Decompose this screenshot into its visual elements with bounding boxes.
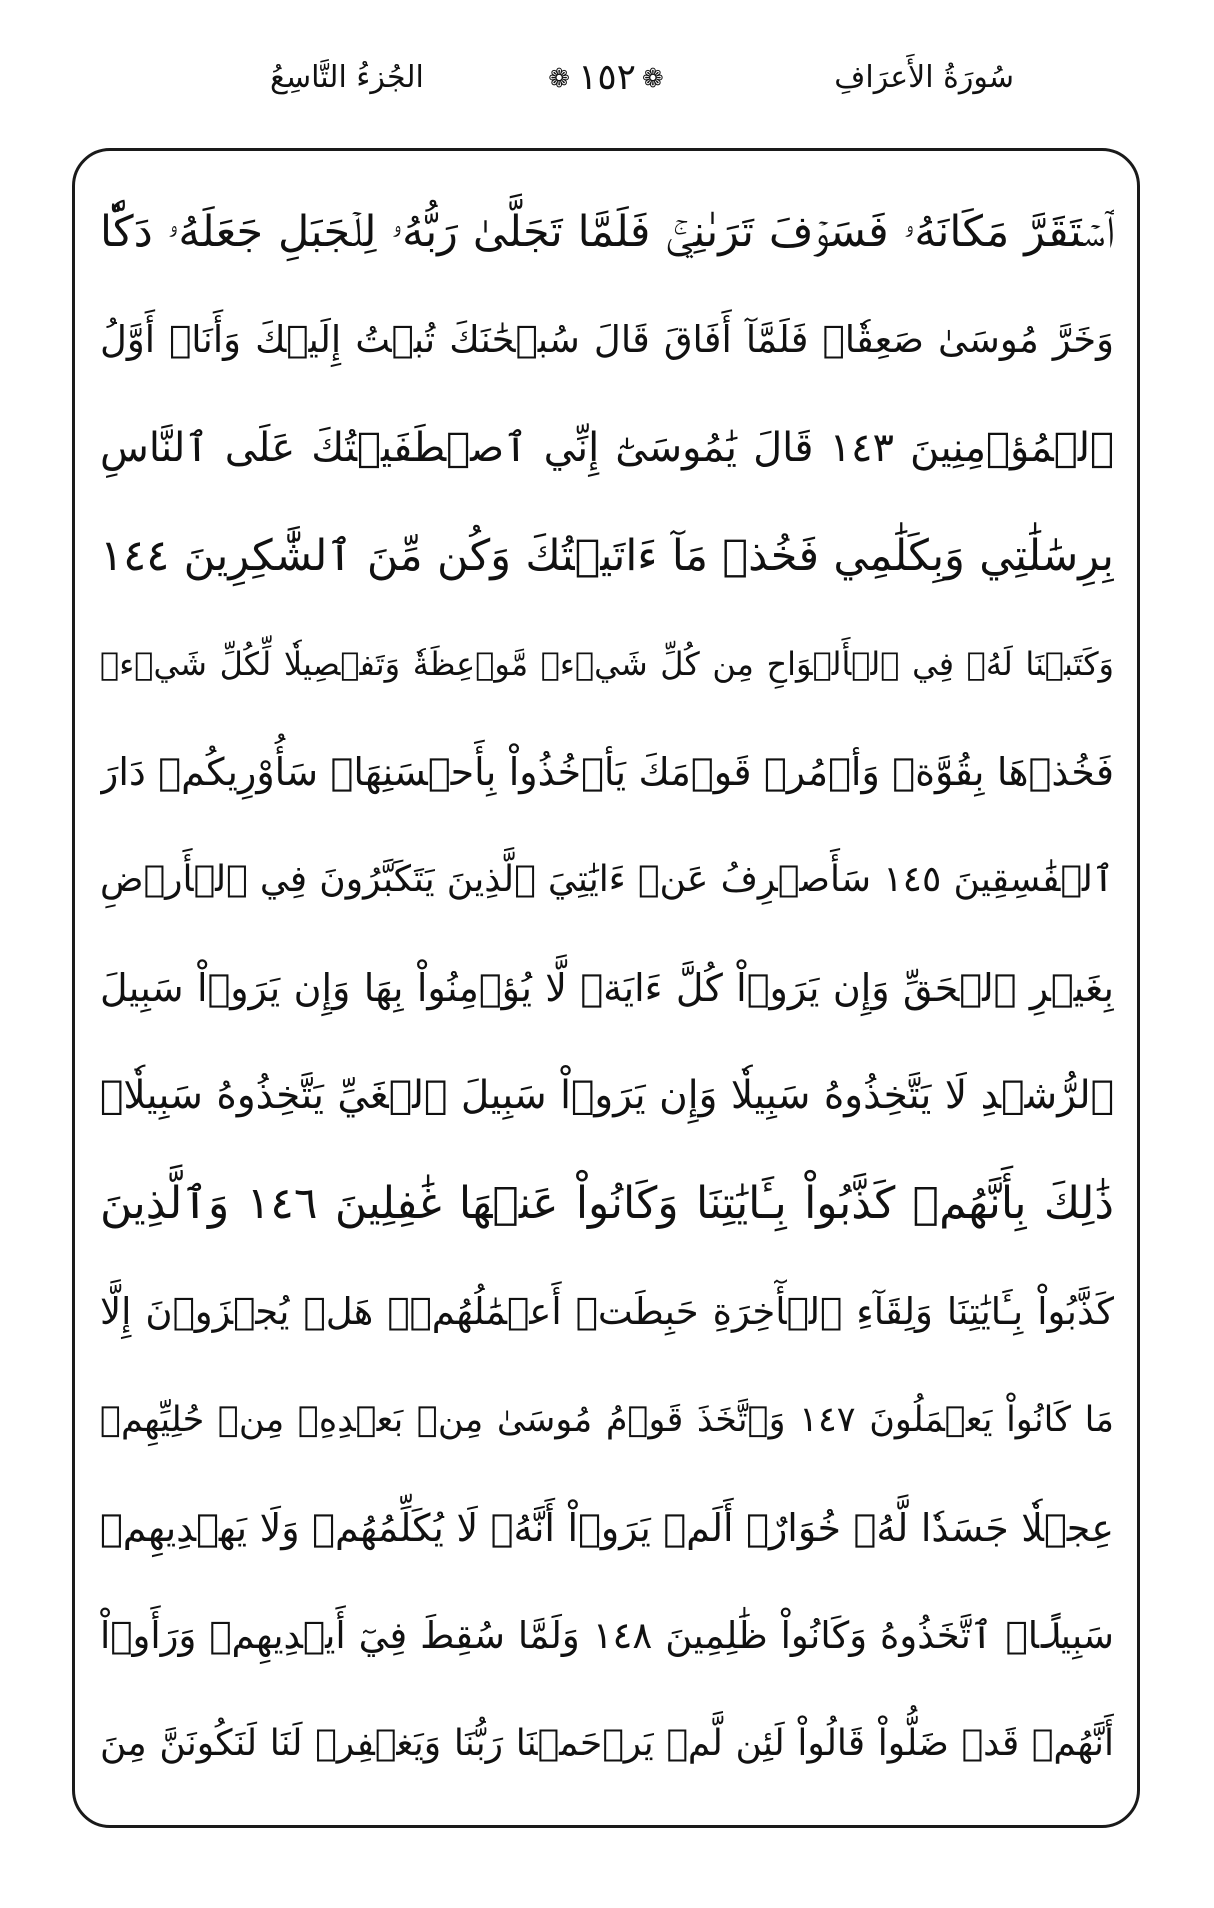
text-line: سَبِيلًاۘ ٱتَّخَذُوهُ وَكَانُواْ ظَٰلِمِينَ ١٤٨ وَلَمَّا سُقِطَ فِيٓ أَيۡدِيهِمۡ وَرَأَوۡاْ <box>100 1614 1114 1657</box>
juz-name: الجُزءُ التَّاسِعُ <box>270 60 424 95</box>
page-number-block <box>0 58 1214 99</box>
text-line: وَكَتَبۡنَا لَهُۥ فِي ٱلۡأَلۡوَاحِ مِن كُلِّ شَيۡءٖ مَّوۡعِظَةٗ وَتَفۡصِيلٗا لِّكُلِّ شَيۡءٖ <box>100 645 1114 683</box>
ornament-icon: ❁ <box>548 64 572 94</box>
text-line: ذَٰلِكَ بِأَنَّهُمۡ كَذَّبُواْ بِـَٔايَٰتِنَا وَكَانُواْ عَنۡهَا غَٰفِلِينَ ١٤٦ وَٱلَّذِينَ <box>100 1178 1114 1229</box>
ornament-icon: ❁ <box>642 64 666 94</box>
page-number: ١٥٢ <box>577 57 636 98</box>
text-line: بِرِسَٰلَٰتِي وَبِكَلَٰمِي فَخُذۡ مَآ ءَاتَيۡتُكَ وَكُن مِّنَ ٱلشَّٰكِرِينَ ١٤٤ <box>100 531 1114 581</box>
quran-text-body <box>100 178 1114 1798</box>
text-line: ٱلۡمُؤۡمِنِينَ ١٤٣ قَالَ يَٰمُوسَىٰٓ إِنِّي ٱصۡطَفَيۡتُكَ عَلَى ٱلنَّاسِ <box>100 425 1114 471</box>
text-line: كَذَّبُواْ بِـَٔايَٰتِنَا وَلِقَآءِ ٱلۡأٓخِرَةِ حَبِطَتۡ أَعۡمَٰلُهُمۡۚ هَلۡ يُجۡزَوۡنَ إِلَّا <box>100 1290 1114 1333</box>
surah-name: سُورَةُ الأَعرَافِ <box>834 60 1014 95</box>
text-line: ٱلۡفَٰسِقِينَ ١٤٥ سَأَصۡرِفُ عَنۡ ءَايَٰتِيَ ٱلَّذِينَ يَتَكَبَّرُونَ فِي ٱلۡأَرۡضِ <box>100 859 1114 900</box>
text-line: مَا كَانُواْ يَعۡمَلُونَ ١٤٧ وَٱتَّخَذَ قَوۡمُ مُوسَىٰ مِنۢ بَعۡدِهِۦ مِنۡ حُلِيِّهِمۡ <box>100 1400 1114 1440</box>
text-line: أَنَّهُمۡ قَدۡ ضَلُّواْ قَالُواْ لَئِن لَّمۡ يَرۡحَمۡنَا رَبُّنَا وَيَغۡفِرۡ لَنَا لَنَكُونَنَّ مِنَ <box>100 1723 1114 1764</box>
text-line: فَخُذۡهَا بِقُوَّةٖ وَأۡمُرۡ قَوۡمَكَ يَأۡخُذُواْ بِأَحۡسَنِهَاۚ سَأُوْرِيكُمۡ دَارَ <box>100 750 1114 794</box>
page-header <box>0 40 1214 130</box>
text-line: ٱلرُّشۡدِ لَا يَتَّخِذُوهُ سَبِيلٗا وَإِن يَرَوۡاْ سَبِيلَ ٱلۡغَيِّ يَتَّخِذُوهُ سَبِيلٗاۚ <box>100 1073 1114 1118</box>
text-line: عِجۡلٗا جَسَدٗا لَّهُۥ خُوَارٌۚ أَلَمۡ يَرَوۡاْ أَنَّهُۥ لَا يُكَلِّمُهُمۡ وَلَا يَهۡدِيهِمۡ <box>100 1506 1114 1550</box>
text-line: وَخَرَّ مُوسَىٰ صَعِقٗاۚ فَلَمَّآ أَفَاقَ قَالَ سُبۡحَٰنَكَ تُبۡتُ إِلَيۡكَ وَأَنَا۠ أَوَّلُ <box>100 318 1114 361</box>
text-line: ٱسۡتَقَرَّ مَكَانَهُۥ فَسَوۡفَ تَرَىٰنِيۚ فَلَمَّا تَجَلَّىٰ رَبُّهُۥ لِلۡجَبَلِ جَعَلَهُۥ دَكّٗا <box>100 207 1114 257</box>
text-line: بِغَيۡرِ ٱلۡحَقِّ وَإِن يَرَوۡاْ كُلَّ ءَايَةٖ لَّا يُؤۡمِنُواْ بِهَا وَإِن يَرَوۡاْ سَبِيلَ <box>100 966 1114 1010</box>
